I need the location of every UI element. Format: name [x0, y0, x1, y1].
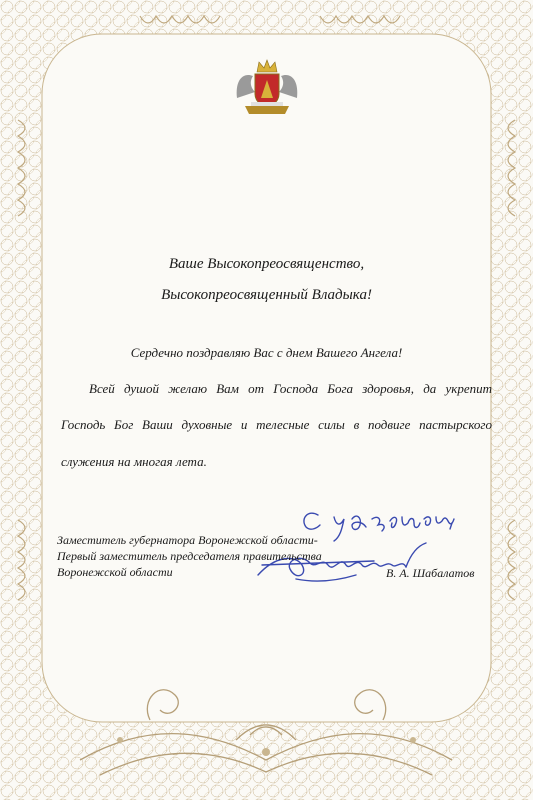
salutation-line-1: Ваше Высокопреосвященство, — [168, 256, 365, 272]
wish-line: служения на многая лета. — [61, 454, 207, 469]
position-line: Первый заместитель председателя правительства — [57, 549, 322, 563]
wish-line: Господь Бог Ваши духовные и телесные силы в подвиге пастырского — [61, 417, 492, 432]
wish-line: Всей душой желаю Вам от Господа Бога здоровья, да укрепит — [89, 381, 492, 396]
position-line: Воронежской области — [57, 565, 173, 579]
position-line: Заместитель губернатора Воронежской области- — [57, 533, 318, 547]
coat-of-arms-emblem — [231, 58, 303, 118]
congratulation-text: Сердечно поздравляю Вас с днем Вашего Ангела! — [130, 345, 403, 360]
signatory-name: В. А. Шабалатов — [386, 566, 475, 580]
salutation-line-2: Высокопреосвященный Владыка! — [161, 287, 372, 303]
signatory-position — [57, 532, 322, 580]
